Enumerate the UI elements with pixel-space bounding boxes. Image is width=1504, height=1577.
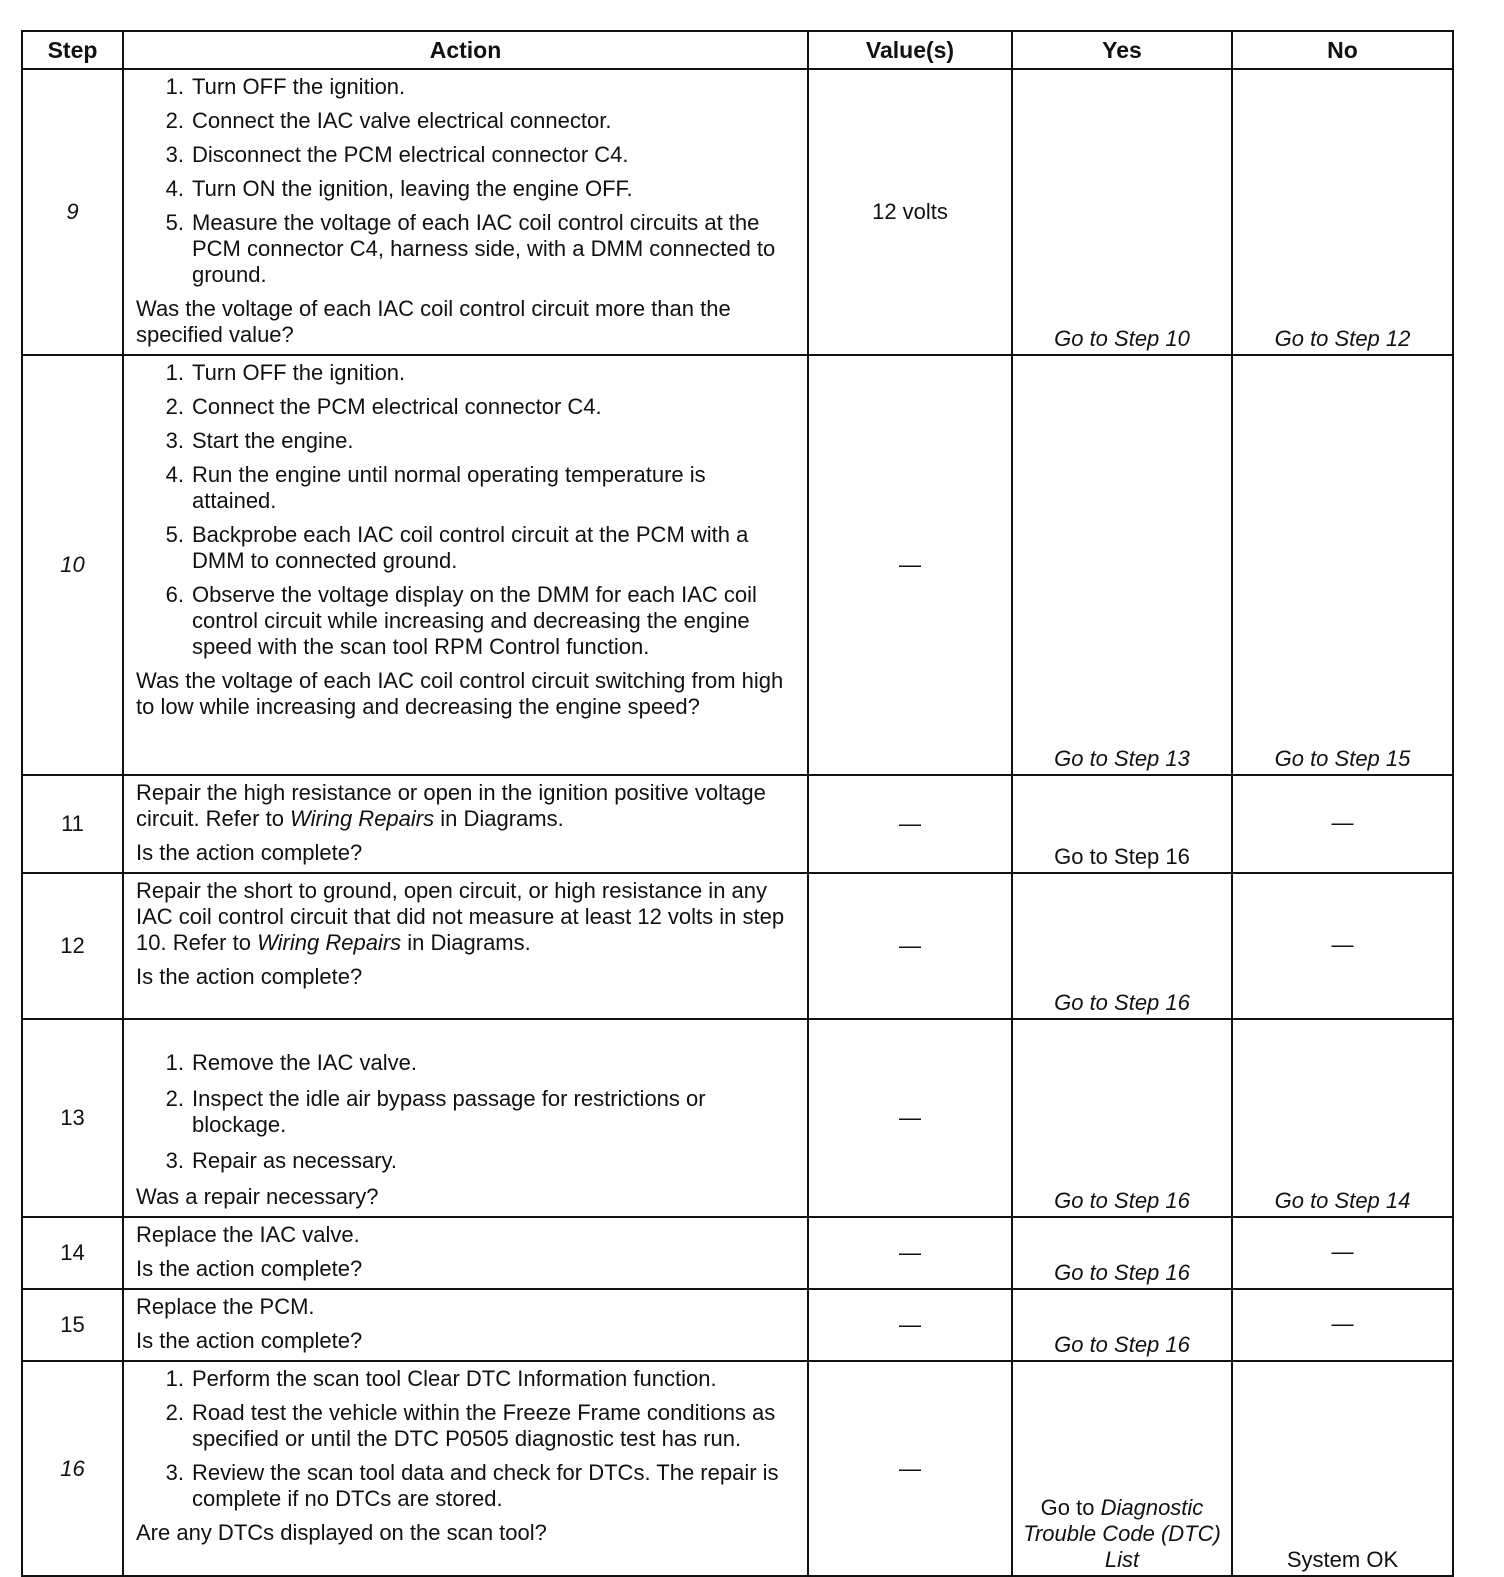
action-text: Replace the IAC valve.: [136, 1222, 360, 1247]
table-row: [22, 873, 1453, 1019]
table-row: [22, 1361, 1453, 1576]
no-cell: System OK: [1232, 1361, 1453, 1576]
header-no: No: [1232, 31, 1453, 69]
value-cell: —: [808, 355, 1012, 775]
step-number: 13: [22, 1019, 123, 1217]
step-number: 14: [22, 1217, 123, 1289]
question: Was the voltage of each IAC coil control circuit more than the specified value?: [136, 296, 731, 347]
table-row: [22, 1019, 1453, 1217]
value-cell: —: [808, 873, 1012, 1019]
list-item: 2. Inspect the idle air bypass passage for restrictions or blockage.: [165, 1086, 706, 1137]
wiring-repairs-ref: Wiring Repairs: [257, 930, 402, 955]
action-steps: [136, 360, 795, 660]
list-item: 5. Measure the voltage of each IAC coil control circuits at the PCM connector C4, harness side, with a DMM connected to ground.: [165, 210, 776, 287]
action-cell: [123, 775, 808, 873]
wiring-repairs-ref: Wiring Repairs: [290, 806, 435, 831]
no-cell: —: [1232, 873, 1453, 1019]
list-item: 2. Road test the vehicle within the Freeze Frame conditions as specified or until the DTC P0505 diagnostic test has run.: [165, 1400, 776, 1451]
no-cell: Go to Step 14: [1232, 1019, 1453, 1217]
diagnostic-table: [21, 30, 1454, 1577]
yes-cell: Go to Step 16: [1012, 1289, 1232, 1361]
question: Was a repair necessary?: [136, 1184, 379, 1209]
action-text: Replace the PCM.: [136, 1294, 315, 1319]
step-number: 10: [22, 355, 123, 775]
step-number: 15: [22, 1289, 123, 1361]
yes-cell: Go to Diagnostic Trouble Code (DTC) List: [1012, 1361, 1232, 1576]
no-cell: —: [1232, 1217, 1453, 1289]
question: Are any DTCs displayed on the scan tool?: [136, 1520, 547, 1545]
yes-cell: Go to Step 13: [1012, 355, 1232, 775]
action-text: Repair the short to ground, open circuit, or high resistance in any IAC coil control circuit that did not measure at least 12 volts in step 10. Refer to Wiring Repairs in Diagrams.: [136, 878, 785, 955]
action-text: Repair the high resistance or open in the ignition positive voltage circuit. Refer to Wiring Repairs in Diagrams.: [136, 780, 766, 831]
action-cell: [123, 1217, 808, 1289]
table-row: [22, 1289, 1453, 1361]
no-cell: Go to Step 12: [1232, 69, 1453, 355]
yes-cell: Go to Step 16: [1012, 1019, 1232, 1217]
list-item: 1. Turn OFF the ignition.: [165, 360, 406, 385]
list-item: 3. Repair as necessary.: [165, 1148, 398, 1173]
table-row: [22, 69, 1453, 355]
action-cell: [123, 1019, 808, 1217]
list-item: 1. Turn OFF the ignition.: [165, 74, 406, 99]
table-row: [22, 355, 1453, 775]
list-item: 3. Review the scan tool data and check for DTCs. The repair is complete if no DTCs are stored.: [165, 1460, 779, 1511]
list-item: 4. Turn ON the ignition, leaving the engine OFF.: [165, 176, 633, 201]
action-steps: [136, 1366, 795, 1512]
yes-cell: Go to Step 16: [1012, 775, 1232, 873]
list-item: 3. Start the engine.: [165, 428, 354, 453]
no-cell: —: [1232, 775, 1453, 873]
list-item: 1. Perform the scan tool Clear DTC Information function.: [165, 1366, 717, 1391]
no-cell: —: [1232, 1289, 1453, 1361]
value-cell: —: [808, 775, 1012, 873]
question: Is the action complete?: [136, 1328, 363, 1353]
list-item: 2. Connect the PCM electrical connector C4.: [165, 394, 602, 419]
list-item: 1. Remove the IAC valve.: [165, 1050, 417, 1075]
value-cell: —: [808, 1289, 1012, 1361]
step-number: 16: [22, 1361, 123, 1576]
action-cell: [123, 1361, 808, 1576]
step-number: 11: [22, 775, 123, 873]
value-cell: 12 volts: [808, 69, 1012, 355]
step-number: 12: [22, 873, 123, 1019]
question: Is the action complete?: [136, 1256, 363, 1281]
list-item: 5. Backprobe each IAC coil control circuit at the PCM with a DMM to connected ground.: [165, 522, 749, 573]
action-cell: [123, 355, 808, 775]
table-row: [22, 1217, 1453, 1289]
action-steps: [136, 1024, 795, 1174]
question: Is the action complete?: [136, 964, 363, 989]
table-row: [22, 775, 1453, 873]
yes-cell: Go to Step 16: [1012, 873, 1232, 1019]
value-cell: —: [808, 1217, 1012, 1289]
list-item: 6. Observe the voltage display on the DMM for each IAC coil control circuit while increasing and decreasing the engine speed with the scan tool RPM Control function.: [165, 582, 757, 659]
action-cell: [123, 873, 808, 1019]
action-steps: [136, 74, 795, 288]
question: Was the voltage of each IAC coil control circuit switching from high to low while increasing and decreasing the engine speed?: [136, 668, 784, 719]
value-cell: —: [808, 1019, 1012, 1217]
list-item: 2. Connect the IAC valve electrical connector.: [165, 108, 612, 133]
yes-cell: Go to Step 16: [1012, 1217, 1232, 1289]
no-cell: Go to Step 15: [1232, 355, 1453, 775]
question: Is the action complete?: [136, 840, 363, 865]
action-cell: [123, 69, 808, 355]
header-yes: Yes: [1012, 31, 1232, 69]
header-action: Action: [123, 31, 808, 69]
step-number: 9: [22, 69, 123, 355]
dtc-list-ref: Diagnostic Trouble Code (DTC) List: [1023, 1495, 1221, 1572]
header-step: Step: [22, 31, 123, 69]
value-cell: —: [808, 1361, 1012, 1576]
list-item: 3. Disconnect the PCM electrical connector C4.: [165, 142, 629, 167]
yes-cell: Go to Step 10: [1012, 69, 1232, 355]
header-values: Value(s): [808, 31, 1012, 69]
list-item: 4. Run the engine until normal operating temperature is attained.: [165, 462, 706, 513]
action-cell: [123, 1289, 808, 1361]
header-row: [22, 31, 1453, 69]
